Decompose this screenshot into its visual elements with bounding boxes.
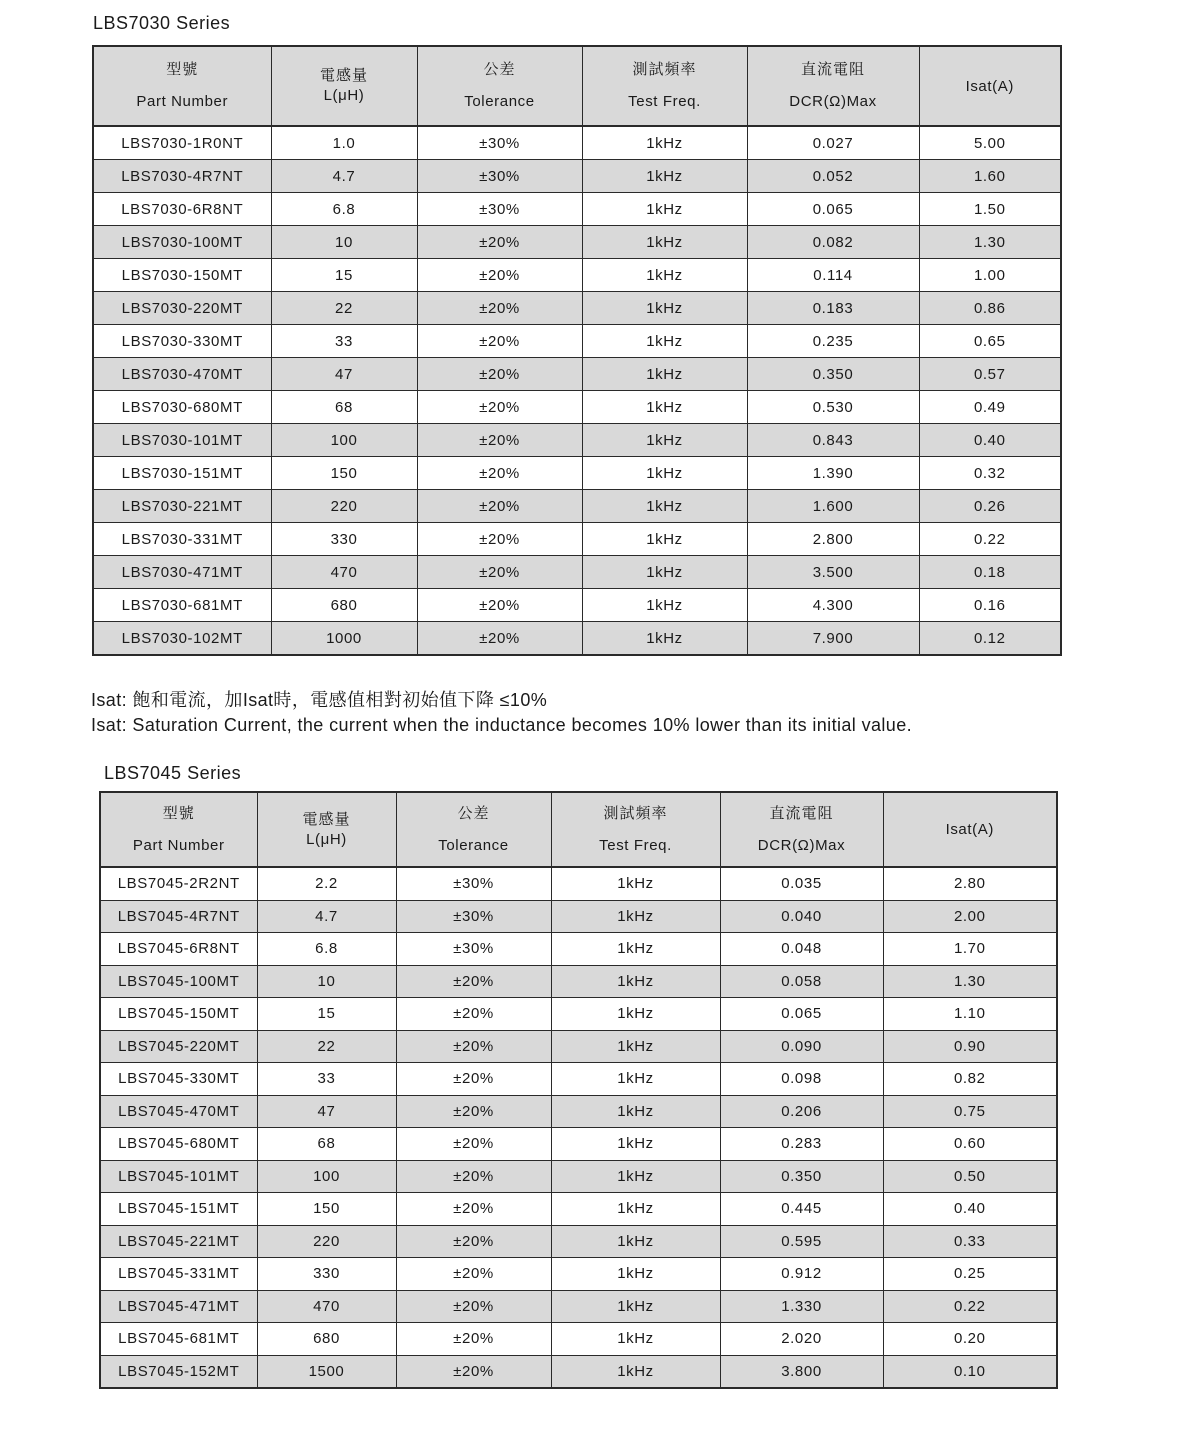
- cell-test-freq: 1kHz: [582, 226, 747, 259]
- header-test-freq: [582, 46, 747, 126]
- table-row: [100, 1290, 1057, 1323]
- cell-inductance: 6.8: [271, 193, 417, 226]
- cell-dcr-max: 0.445: [720, 1193, 883, 1226]
- cell-inductance: 22: [271, 292, 417, 325]
- cell-isat: 0.18: [919, 556, 1061, 589]
- cell-part-number: LBS7045-220MT: [100, 1030, 257, 1063]
- cell-dcr-max: 0.206: [720, 1095, 883, 1128]
- header-label-english: L(μH): [323, 87, 365, 104]
- cell-test-freq: 1kHz: [551, 1355, 720, 1388]
- cell-inductance: 330: [257, 1258, 396, 1291]
- header-label-english: Part Number: [132, 836, 225, 854]
- cell-dcr-max: 0.098: [720, 1063, 883, 1096]
- isat-note-chinese: Isat: 飽和電流，加Isat時，電感值相對初始值下降 ≤10%: [91, 690, 548, 710]
- cell-inductance: 150: [257, 1193, 396, 1226]
- table-row: [100, 1258, 1057, 1291]
- cell-isat: 0.22: [919, 523, 1061, 556]
- cell-part-number: LBS7030-330MT: [93, 325, 271, 358]
- cell-dcr-max: 2.020: [720, 1323, 883, 1356]
- table-row: [93, 193, 1061, 226]
- cell-tolerance: ±20%: [417, 589, 582, 622]
- table-row: [93, 358, 1061, 391]
- cell-test-freq: 1kHz: [551, 900, 720, 933]
- cell-tolerance: ±20%: [396, 1323, 551, 1356]
- table-row: [93, 126, 1061, 160]
- header-label-english: Part Number: [136, 93, 229, 110]
- header-label-english: Tolerance: [438, 836, 509, 854]
- cell-inductance: 330: [271, 523, 417, 556]
- cell-dcr-max: 0.027: [747, 126, 919, 160]
- table-row: [93, 325, 1061, 358]
- cell-inductance: 33: [257, 1063, 396, 1096]
- cell-isat: 1.30: [883, 965, 1057, 998]
- cell-test-freq: 1kHz: [551, 1160, 720, 1193]
- cell-inductance: 1000: [271, 622, 417, 656]
- cell-tolerance: ±20%: [417, 325, 582, 358]
- table-row: [100, 900, 1057, 933]
- cell-inductance: 68: [257, 1128, 396, 1161]
- cell-part-number: LBS7030-1R0NT: [93, 126, 271, 160]
- cell-test-freq: 1kHz: [551, 1030, 720, 1063]
- cell-dcr-max: 0.283: [720, 1128, 883, 1161]
- cell-test-freq: 1kHz: [582, 490, 747, 523]
- cell-part-number: LBS7030-6R8NT: [93, 193, 271, 226]
- cell-isat: 0.90: [883, 1030, 1057, 1063]
- cell-isat: 0.33: [883, 1225, 1057, 1258]
- cell-tolerance: ±20%: [396, 1095, 551, 1128]
- cell-isat: 0.60: [883, 1128, 1057, 1161]
- cell-inductance: 680: [271, 589, 417, 622]
- cell-part-number: LBS7030-150MT: [93, 259, 271, 292]
- table-row: [100, 998, 1057, 1031]
- cell-isat: 0.16: [919, 589, 1061, 622]
- table-row: [93, 424, 1061, 457]
- cell-isat: 0.25: [883, 1258, 1057, 1291]
- cell-part-number: LBS7030-221MT: [93, 490, 271, 523]
- cell-part-number: LBS7045-152MT: [100, 1355, 257, 1388]
- cell-tolerance: ±20%: [417, 490, 582, 523]
- cell-part-number: LBS7045-681MT: [100, 1323, 257, 1356]
- cell-tolerance: ±20%: [396, 1128, 551, 1161]
- cell-inductance: 22: [257, 1030, 396, 1063]
- cell-test-freq: 1kHz: [582, 424, 747, 457]
- table-row: [93, 589, 1061, 622]
- header-row: [100, 792, 1057, 867]
- cell-part-number: LBS7030-4R7NT: [93, 160, 271, 193]
- header-label-english: DCR(Ω)Max: [757, 836, 846, 854]
- cell-inductance: 10: [257, 965, 396, 998]
- cell-isat: 0.26: [919, 490, 1061, 523]
- cell-tolerance: ±20%: [396, 1160, 551, 1193]
- header-part-number: [100, 792, 257, 867]
- cell-test-freq: 1kHz: [582, 523, 747, 556]
- header-inductance: [257, 792, 396, 867]
- cell-test-freq: 1kHz: [551, 1095, 720, 1128]
- cell-tolerance: ±20%: [417, 259, 582, 292]
- cell-isat: 0.12: [919, 622, 1061, 656]
- cell-test-freq: 1kHz: [582, 457, 747, 490]
- cell-part-number: LBS7030-681MT: [93, 589, 271, 622]
- table-row: [100, 1030, 1057, 1063]
- header-inductance: [271, 46, 417, 126]
- cell-part-number: LBS7030-101MT: [93, 424, 271, 457]
- cell-test-freq: 1kHz: [582, 193, 747, 226]
- header-label-english: Tolerance: [464, 93, 535, 110]
- cell-tolerance: ±20%: [417, 424, 582, 457]
- cell-part-number: LBS7045-150MT: [100, 998, 257, 1031]
- cell-inductance: 15: [271, 259, 417, 292]
- table-row: [100, 1063, 1057, 1096]
- cell-isat: 0.32: [919, 457, 1061, 490]
- cell-test-freq: 1kHz: [582, 160, 747, 193]
- cell-test-freq: 1kHz: [551, 1323, 720, 1356]
- cell-dcr-max: 0.595: [720, 1225, 883, 1258]
- cell-test-freq: 1kHz: [551, 965, 720, 998]
- cell-inductance: 680: [257, 1323, 396, 1356]
- cell-isat: 1.00: [919, 259, 1061, 292]
- table-body: [100, 867, 1057, 1388]
- cell-inductance: 47: [257, 1095, 396, 1128]
- cell-test-freq: 1kHz: [582, 622, 747, 656]
- cell-part-number: LBS7045-470MT: [100, 1095, 257, 1128]
- header-isat: [919, 46, 1061, 126]
- cell-dcr-max: 0.040: [720, 900, 883, 933]
- cell-tolerance: ±20%: [396, 965, 551, 998]
- header-tolerance: [417, 46, 582, 126]
- cell-part-number: LBS7045-680MT: [100, 1128, 257, 1161]
- table-row: [100, 1193, 1057, 1226]
- cell-inductance: 68: [271, 391, 417, 424]
- cell-test-freq: 1kHz: [551, 1290, 720, 1323]
- cell-inductance: 1.0: [271, 126, 417, 160]
- table-row: [100, 1323, 1057, 1356]
- header-isat: [883, 792, 1057, 867]
- cell-part-number: LBS7030-471MT: [93, 556, 271, 589]
- cell-dcr-max: 4.300: [747, 589, 919, 622]
- table-row: [93, 556, 1061, 589]
- cell-part-number: LBS7030-331MT: [93, 523, 271, 556]
- cell-inductance: 4.7: [257, 900, 396, 933]
- cell-isat: 0.40: [883, 1193, 1057, 1226]
- table-row: [93, 391, 1061, 424]
- cell-inductance: 150: [271, 457, 417, 490]
- cell-test-freq: 1kHz: [551, 1258, 720, 1291]
- cell-inductance: 10: [271, 226, 417, 259]
- cell-part-number: LBS7045-4R7NT: [100, 900, 257, 933]
- cell-isat: 0.40: [919, 424, 1061, 457]
- cell-dcr-max: 0.052: [747, 160, 919, 193]
- cell-tolerance: ±20%: [417, 523, 582, 556]
- cell-isat: 1.10: [883, 998, 1057, 1031]
- cell-part-number: LBS7030-102MT: [93, 622, 271, 656]
- cell-tolerance: ±20%: [417, 358, 582, 391]
- cell-inductance: 1500: [257, 1355, 396, 1388]
- cell-tolerance: ±30%: [396, 900, 551, 933]
- cell-dcr-max: 0.350: [747, 358, 919, 391]
- cell-part-number: LBS7045-6R8NT: [100, 933, 257, 966]
- cell-tolerance: ±30%: [417, 126, 582, 160]
- cell-test-freq: 1kHz: [582, 126, 747, 160]
- header-dcr-max: [747, 46, 919, 126]
- table-row: [100, 933, 1057, 966]
- cell-test-freq: 1kHz: [582, 589, 747, 622]
- table-row: [100, 1160, 1057, 1193]
- cell-inductance: 100: [257, 1160, 396, 1193]
- table-body: [93, 126, 1061, 655]
- cell-inductance: 470: [257, 1290, 396, 1323]
- table-row: [100, 1095, 1057, 1128]
- cell-tolerance: ±20%: [396, 1258, 551, 1291]
- cell-tolerance: ±20%: [417, 391, 582, 424]
- header-label-english: Isat(A): [965, 77, 1014, 95]
- cell-tolerance: ±20%: [417, 556, 582, 589]
- cell-isat: 1.70: [883, 933, 1057, 966]
- header-label-chinese: 公差: [483, 61, 516, 78]
- cell-isat: 0.49: [919, 391, 1061, 424]
- header-label-chinese: 直流電阻: [800, 61, 865, 78]
- cell-isat: 0.10: [883, 1355, 1057, 1388]
- cell-test-freq: 1kHz: [551, 933, 720, 966]
- cell-tolerance: ±30%: [417, 160, 582, 193]
- table-row: [93, 226, 1061, 259]
- cell-dcr-max: 0.090: [720, 1030, 883, 1063]
- cell-dcr-max: 1.390: [747, 457, 919, 490]
- cell-dcr-max: 0.065: [720, 998, 883, 1031]
- cell-dcr-max: 0.082: [747, 226, 919, 259]
- header-label-english: Isat(A): [945, 821, 994, 838]
- cell-tolerance: ±20%: [396, 1030, 551, 1063]
- cell-tolerance: ±20%: [396, 998, 551, 1031]
- header-label-chinese: 電感量: [302, 810, 351, 828]
- cell-inductance: 220: [257, 1225, 396, 1258]
- cell-part-number: LBS7030-470MT: [93, 358, 271, 391]
- table-header: [93, 46, 1061, 126]
- header-label-chinese: 型號: [166, 61, 199, 78]
- cell-dcr-max: 0.183: [747, 292, 919, 325]
- cell-isat: 0.82: [883, 1063, 1057, 1096]
- cell-inductance: 15: [257, 998, 396, 1031]
- cell-dcr-max: 0.843: [747, 424, 919, 457]
- cell-dcr-max: 0.530: [747, 391, 919, 424]
- cell-tolerance: ±20%: [417, 226, 582, 259]
- cell-tolerance: ±20%: [396, 1193, 551, 1226]
- cell-part-number: LBS7030-100MT: [93, 226, 271, 259]
- header-label-english: Test Freq.: [599, 836, 672, 854]
- isat-note-english: Isat: Saturation Current, the current when the inductance becomes 10% lower than its initial value.: [91, 715, 913, 735]
- header-label-english: Test Freq.: [628, 93, 701, 110]
- cell-inductance: 4.7: [271, 160, 417, 193]
- cell-dcr-max: 0.114: [747, 259, 919, 292]
- cell-test-freq: 1kHz: [551, 1063, 720, 1096]
- table-row: [93, 622, 1061, 656]
- table-row: [93, 457, 1061, 490]
- cell-dcr-max: 7.900: [747, 622, 919, 656]
- cell-isat: 1.30: [919, 226, 1061, 259]
- cell-tolerance: ±30%: [396, 933, 551, 966]
- table-row: [100, 1128, 1057, 1161]
- cell-isat: 0.20: [883, 1323, 1057, 1356]
- cell-inductance: 33: [271, 325, 417, 358]
- table-header: [100, 792, 1057, 867]
- header-label-chinese: 電感量: [319, 67, 368, 84]
- cell-tolerance: ±20%: [396, 1290, 551, 1323]
- cell-dcr-max: 0.048: [720, 933, 883, 966]
- cell-dcr-max: 0.912: [720, 1258, 883, 1291]
- cell-inductance: 47: [271, 358, 417, 391]
- header-tolerance: [396, 792, 551, 867]
- cell-dcr-max: 0.035: [720, 867, 883, 900]
- cell-inductance: 470: [271, 556, 417, 589]
- header-label-english: L(μH): [306, 830, 347, 848]
- table-row: [100, 1225, 1057, 1258]
- cell-isat: 0.57: [919, 358, 1061, 391]
- spec-table-lbs7030: [92, 45, 1062, 656]
- table-row: [100, 1355, 1057, 1388]
- table-row: [93, 490, 1061, 523]
- cell-isat: 2.00: [883, 900, 1057, 933]
- cell-part-number: LBS7030-680MT: [93, 391, 271, 424]
- cell-test-freq: 1kHz: [582, 259, 747, 292]
- cell-tolerance: ±20%: [396, 1355, 551, 1388]
- cell-isat: 0.22: [883, 1290, 1057, 1323]
- header-test-freq: [551, 792, 720, 867]
- cell-part-number: LBS7045-2R2NT: [100, 867, 257, 900]
- header-row: [93, 46, 1061, 126]
- cell-dcr-max: 2.800: [747, 523, 919, 556]
- cell-tolerance: ±20%: [417, 457, 582, 490]
- cell-inductance: 6.8: [257, 933, 396, 966]
- cell-dcr-max: 1.600: [747, 490, 919, 523]
- cell-isat: 1.50: [919, 193, 1061, 226]
- cell-test-freq: 1kHz: [582, 325, 747, 358]
- cell-part-number: LBS7045-100MT: [100, 965, 257, 998]
- table-row: [100, 867, 1057, 900]
- cell-dcr-max: 3.500: [747, 556, 919, 589]
- cell-inductance: 220: [271, 490, 417, 523]
- series-title-lbs7030: LBS7030 Series: [93, 13, 231, 33]
- cell-tolerance: ±20%: [396, 1225, 551, 1258]
- header-label-chinese: 型號: [162, 804, 195, 822]
- cell-tolerance: ±20%: [396, 1063, 551, 1096]
- cell-part-number: LBS7030-220MT: [93, 292, 271, 325]
- header-part-number: [93, 46, 271, 126]
- cell-inductance: 100: [271, 424, 417, 457]
- header-label-chinese: 測試頻率: [632, 61, 697, 78]
- header-label-english: DCR(Ω)Max: [789, 93, 877, 110]
- table-row: [93, 292, 1061, 325]
- cell-dcr-max: 3.800: [720, 1355, 883, 1388]
- cell-part-number: LBS7045-471MT: [100, 1290, 257, 1323]
- cell-tolerance: ±20%: [417, 292, 582, 325]
- cell-test-freq: 1kHz: [582, 556, 747, 589]
- cell-test-freq: 1kHz: [551, 867, 720, 900]
- cell-tolerance: ±20%: [417, 622, 582, 656]
- cell-part-number: LBS7045-330MT: [100, 1063, 257, 1096]
- cell-test-freq: 1kHz: [582, 292, 747, 325]
- cell-part-number: LBS7030-151MT: [93, 457, 271, 490]
- cell-inductance: 2.2: [257, 867, 396, 900]
- cell-test-freq: 1kHz: [582, 358, 747, 391]
- spec-table-lbs7045: [99, 791, 1058, 1389]
- header-label-chinese: 直流電阻: [769, 804, 834, 822]
- table-row: [93, 259, 1061, 292]
- cell-isat: 2.80: [883, 867, 1057, 900]
- cell-test-freq: 1kHz: [551, 1225, 720, 1258]
- cell-dcr-max: 0.065: [747, 193, 919, 226]
- cell-tolerance: ±30%: [396, 867, 551, 900]
- cell-isat: 0.86: [919, 292, 1061, 325]
- cell-isat: 0.50: [883, 1160, 1057, 1193]
- cell-dcr-max: 0.058: [720, 965, 883, 998]
- cell-isat: 1.60: [919, 160, 1061, 193]
- cell-part-number: LBS7045-331MT: [100, 1258, 257, 1291]
- cell-test-freq: 1kHz: [551, 998, 720, 1031]
- cell-isat: 0.75: [883, 1095, 1057, 1128]
- header-dcr-max: [720, 792, 883, 867]
- cell-isat: 0.65: [919, 325, 1061, 358]
- cell-test-freq: 1kHz: [551, 1193, 720, 1226]
- cell-dcr-max: 0.350: [720, 1160, 883, 1193]
- table-row: [100, 965, 1057, 998]
- cell-test-freq: 1kHz: [582, 391, 747, 424]
- cell-part-number: LBS7045-151MT: [100, 1193, 257, 1226]
- table-row: [93, 160, 1061, 193]
- header-label-chinese: 公差: [457, 804, 490, 822]
- header-label-chinese: 測試頻率: [603, 804, 668, 822]
- cell-dcr-max: 0.235: [747, 325, 919, 358]
- cell-part-number: LBS7045-101MT: [100, 1160, 257, 1193]
- cell-isat: 5.00: [919, 126, 1061, 160]
- cell-part-number: LBS7045-221MT: [100, 1225, 257, 1258]
- series-title-lbs7045: LBS7045 Series: [104, 763, 242, 783]
- cell-test-freq: 1kHz: [551, 1128, 720, 1161]
- cell-tolerance: ±30%: [417, 193, 582, 226]
- cell-dcr-max: 1.330: [720, 1290, 883, 1323]
- table-row: [93, 523, 1061, 556]
